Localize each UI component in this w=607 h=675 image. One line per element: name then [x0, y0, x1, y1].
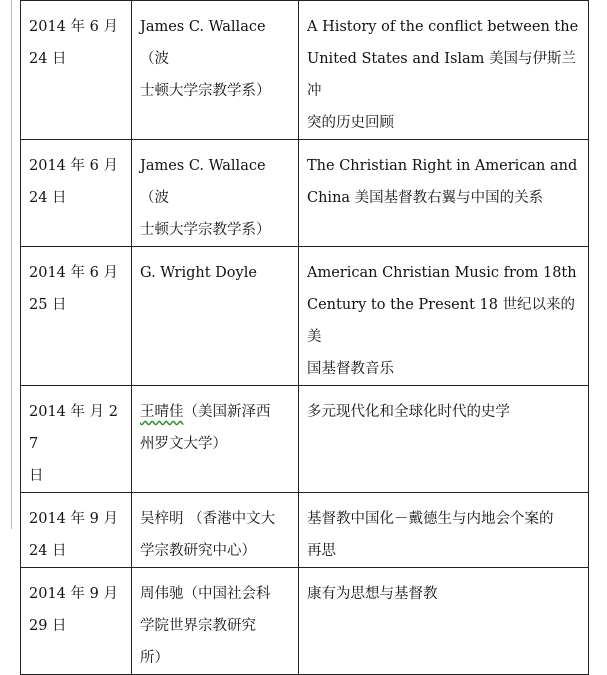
topic-cell-line: 再思	[307, 543, 336, 559]
table-row	[21, 247, 589, 386]
schedule-table	[20, 0, 589, 675]
date-cell-line: 2014 年 9 月	[29, 511, 118, 527]
speaker-cell-line: James C. Wallace（波	[140, 158, 266, 206]
table-row	[21, 568, 589, 675]
speaker-cell-line: 学院世界宗教研究	[140, 618, 256, 634]
date-cell-line: 2014 年 6 月	[29, 19, 118, 35]
topic-cell-line: A History of the conflict between the	[307, 19, 579, 35]
topic-cell	[299, 1, 589, 140]
date-cell-line: 7	[29, 436, 39, 452]
topic-cell	[299, 140, 589, 247]
topic-cell	[299, 247, 589, 386]
topic-cell	[299, 493, 589, 568]
speaker-cell	[132, 493, 299, 568]
topic-cell-line: 多元现代化和全球化时代的史学	[307, 404, 510, 420]
topic-cell	[299, 386, 589, 493]
speaker-cell-line: 周伟驰（中国社会科	[140, 586, 271, 602]
page-margin-line	[11, 0, 12, 529]
table-row	[21, 1, 589, 140]
speaker-cell-line: 士顿大学宗教学系）	[140, 222, 271, 238]
speaker-cell	[132, 1, 299, 140]
topic-cell	[299, 568, 589, 675]
table-row	[21, 386, 589, 493]
speaker-cell-line: 吴梓明 （香港中文大	[140, 511, 276, 527]
topic-cell-line: China 美国基督教右翼与中国的关系	[307, 190, 544, 206]
topic-cell-line: 突的历史回顾	[307, 115, 394, 131]
date-cell-line: 24 日	[29, 190, 67, 206]
date-cell	[21, 493, 132, 568]
date-cell-line: 2014 年 9 月	[29, 586, 118, 602]
speaker-cell-line: 学宗教研究中心）	[140, 543, 256, 559]
date-cell	[21, 140, 132, 247]
speaker-cell	[132, 386, 299, 493]
topic-cell-line: 基督教中国化－戴德生与内地会个案的	[307, 511, 554, 527]
topic-cell-line: United States and Islam 美国与伊斯兰冲	[307, 51, 577, 99]
topic-cell-line: 国基督教音乐	[307, 361, 394, 377]
speaker-cell-line: 所）	[140, 650, 169, 666]
topic-cell-line: Century to the Present 18 世纪以来的美	[307, 297, 576, 345]
table-row	[21, 140, 589, 247]
date-cell-line: 日	[29, 468, 44, 484]
speaker-cell-line	[140, 289, 292, 321]
speaker-cell	[132, 247, 299, 386]
topic-cell-line: 康有为思想与基督教	[307, 586, 438, 602]
speaker-cell-line: 州罗文大学）	[140, 436, 227, 452]
date-cell	[21, 568, 132, 675]
speaker-cell	[132, 140, 299, 247]
table-body	[21, 1, 589, 675]
topic-cell-line: American Christian Music from 18th	[307, 265, 577, 281]
date-cell-line: 29 日	[29, 618, 67, 634]
date-cell-line: 2014 年 6 月	[29, 265, 118, 281]
speaker-cell-line: James C. Wallace（波	[140, 19, 266, 67]
date-cell-line: 2014 年 6 月	[29, 158, 118, 174]
speaker-cell-line: G. Wright Doyle	[140, 265, 257, 281]
date-cell-line: 24 日	[29, 543, 67, 559]
date-cell-line: 25 日	[29, 297, 67, 313]
date-cell	[21, 1, 132, 140]
date-cell-line: 24 日	[29, 51, 67, 67]
date-cell-line: 2014 年 月 2	[29, 404, 118, 420]
table-row	[21, 493, 589, 568]
date-cell	[21, 386, 132, 493]
speaker-cell-line: 士顿大学宗教学系）	[140, 83, 271, 99]
date-cell	[21, 247, 132, 386]
topic-cell-line: The Christian Right in American and	[307, 158, 578, 174]
speaker-cell-line: 王晴佳（美国新泽西	[140, 404, 271, 420]
speaker-cell	[132, 568, 299, 675]
